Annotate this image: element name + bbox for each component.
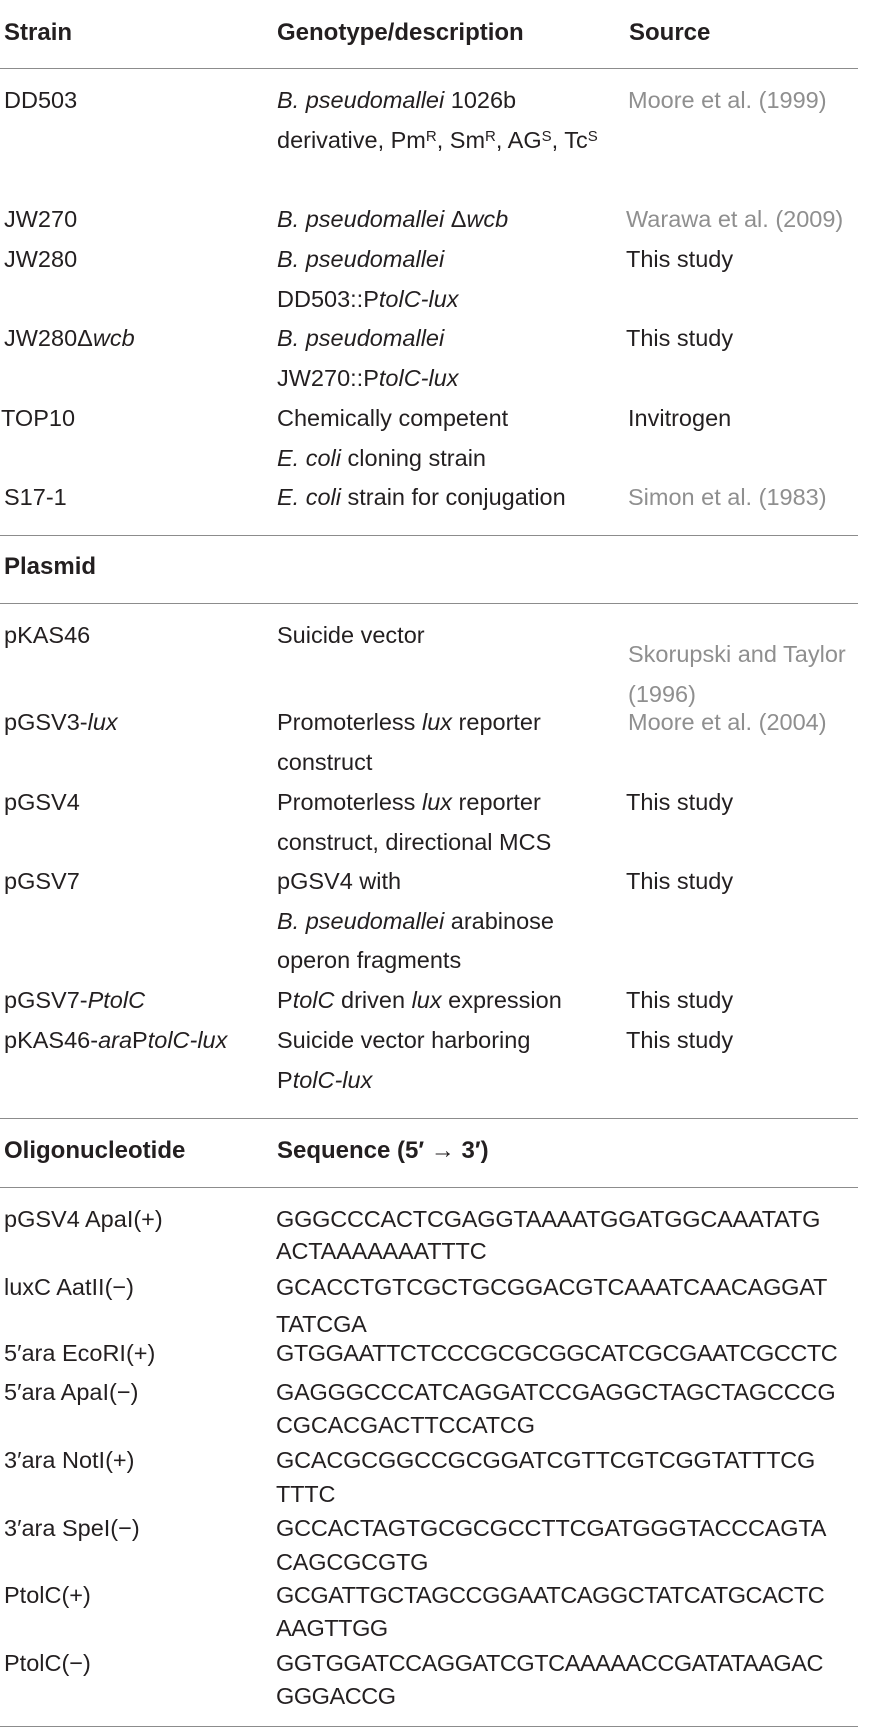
strain-name: S17-1 bbox=[4, 484, 67, 510]
divider bbox=[0, 68, 858, 69]
source-text: This study bbox=[626, 868, 734, 894]
plasmid-description: Promoterless lux reporter construct bbox=[277, 709, 541, 775]
plasmid-description: PtolC driven lux expression bbox=[277, 987, 562, 1013]
oligo-name: 5′ara ApaI(−) bbox=[4, 1379, 139, 1405]
divider bbox=[0, 1726, 858, 1727]
source-text: Invitrogen bbox=[628, 405, 732, 431]
divider bbox=[0, 1118, 858, 1119]
oligo-sequence: GCACGCGGCCGCGGATCGTTCGTCGGTATTTCG TTTC bbox=[276, 1447, 816, 1507]
header-strain: Strain bbox=[4, 19, 73, 46]
strain-name: JW280Δwcb bbox=[4, 325, 135, 351]
oligo-sequence: GCGATTGCTAGCCGGAATCAGGCTATCATGCACTC AAGTTGG bbox=[276, 1582, 825, 1641]
header-oligonucleotide: Oligonucleotide bbox=[4, 1137, 186, 1164]
divider bbox=[0, 535, 858, 536]
oligo-sequence: GCCACTAGTGCGCGCCTTCGATGGGTACCCAGTA CAGCGCGTG bbox=[276, 1515, 827, 1575]
plasmid-name: pGSV7-PtolC bbox=[4, 987, 146, 1013]
oligo-name: PtolC(−) bbox=[4, 1650, 91, 1676]
strain-name: JW280 bbox=[4, 246, 78, 272]
plasmid-name: pGSV7 bbox=[4, 868, 80, 894]
plasmid-description: Promoterless lux reporter construct, directional MCS bbox=[277, 789, 552, 855]
plasmid-description: Suicide vector harboring PtolC-lux bbox=[277, 1027, 531, 1093]
oligo-sequence: GCACCTGTCGCTGCGGACGTCAAATCAACAGGAT TATCGA bbox=[276, 1274, 828, 1337]
source-text: This study bbox=[626, 325, 734, 351]
header-source: Source bbox=[629, 19, 711, 46]
strain-description: B. pseudomallei Δwcb bbox=[277, 206, 509, 232]
plasmid-name: pKAS46-araPtolC-lux bbox=[4, 1027, 228, 1053]
oligo-name: pGSV4 ApaI(+) bbox=[4, 1206, 163, 1232]
header-genotype: Genotype/description bbox=[277, 19, 524, 46]
strain-name: TOP10 bbox=[1, 405, 76, 431]
strain-name: DD503 bbox=[4, 87, 78, 113]
strain-description: B. pseudomallei DD503::PtolC-lux bbox=[277, 246, 459, 312]
source-text: This study bbox=[626, 246, 734, 272]
divider bbox=[0, 603, 858, 604]
oligo-name: 5′ara EcoRI(+) bbox=[4, 1340, 156, 1366]
strain-description: B. pseudomallei 1026b derivative, $Pm^R$, $Sm^R$, $AG^S$, $Tc^S$ bbox=[277, 87, 598, 153]
strain-name: JW270 bbox=[4, 206, 78, 232]
oligo-name: luxC AatII(−) bbox=[4, 1274, 134, 1300]
plasmid-description: Suicide vector bbox=[277, 622, 425, 648]
header-sequence: Sequence (5′ → 3′) bbox=[277, 1137, 489, 1164]
divider bbox=[0, 1187, 858, 1188]
source-citation[interactable]: Warawa et al. (2009) bbox=[626, 206, 844, 232]
oligo-name: PtolC(+) bbox=[4, 1582, 91, 1608]
oligo-sequence: GGGCCCACTCGAGGTAAAATGGATGGCAAATATG ACTAAAAAAATTTC bbox=[276, 1206, 821, 1264]
source-citation[interactable]: Simon et al. (1983) bbox=[628, 484, 827, 510]
plasmid-name: pGSV4 bbox=[4, 789, 80, 815]
plasmid-name: pKAS46 bbox=[4, 622, 91, 648]
plasmid-description: pGSV4 with B. pseudomallei arabinose operon fragments bbox=[277, 868, 554, 973]
source-text: This study bbox=[626, 987, 734, 1013]
source-citation[interactable]: Moore et al. (1999) bbox=[628, 87, 827, 113]
oligo-sequence: GGTGGATCCAGGATCGTCAAAAACCGATATAAGAC GGGACCG bbox=[276, 1650, 823, 1709]
strain-description: E. coli strain for conjugation bbox=[277, 484, 566, 510]
oligo-name: 3′ara NotI(+) bbox=[4, 1447, 135, 1473]
header-plasmid: Plasmid bbox=[4, 553, 97, 580]
oligo-sequence: GTGGAATTCTCCCGCGCGGCATCGCGAATCGCCTC bbox=[276, 1340, 838, 1366]
plasmid-name: pGSV3-lux bbox=[4, 709, 118, 735]
oligo-name: 3′ara SpeI(−) bbox=[4, 1515, 140, 1541]
oligo-sequence: GAGGGCCCATCAGGATCCGAGGCTAGCTAGCCCG CGCACGACTTCCATCG bbox=[276, 1379, 836, 1438]
source-citation[interactable]: Skorupski and Taylor (1996) bbox=[628, 641, 846, 707]
source-text: This study bbox=[626, 1027, 734, 1053]
source-text: This study bbox=[626, 789, 734, 815]
strain-description: Chemically competent E. coli cloning strain bbox=[277, 405, 509, 471]
source-citation[interactable]: Moore et al. (2004) bbox=[628, 709, 827, 735]
strain-description: B. pseudomallei JW270::PtolC-lux bbox=[277, 325, 459, 391]
